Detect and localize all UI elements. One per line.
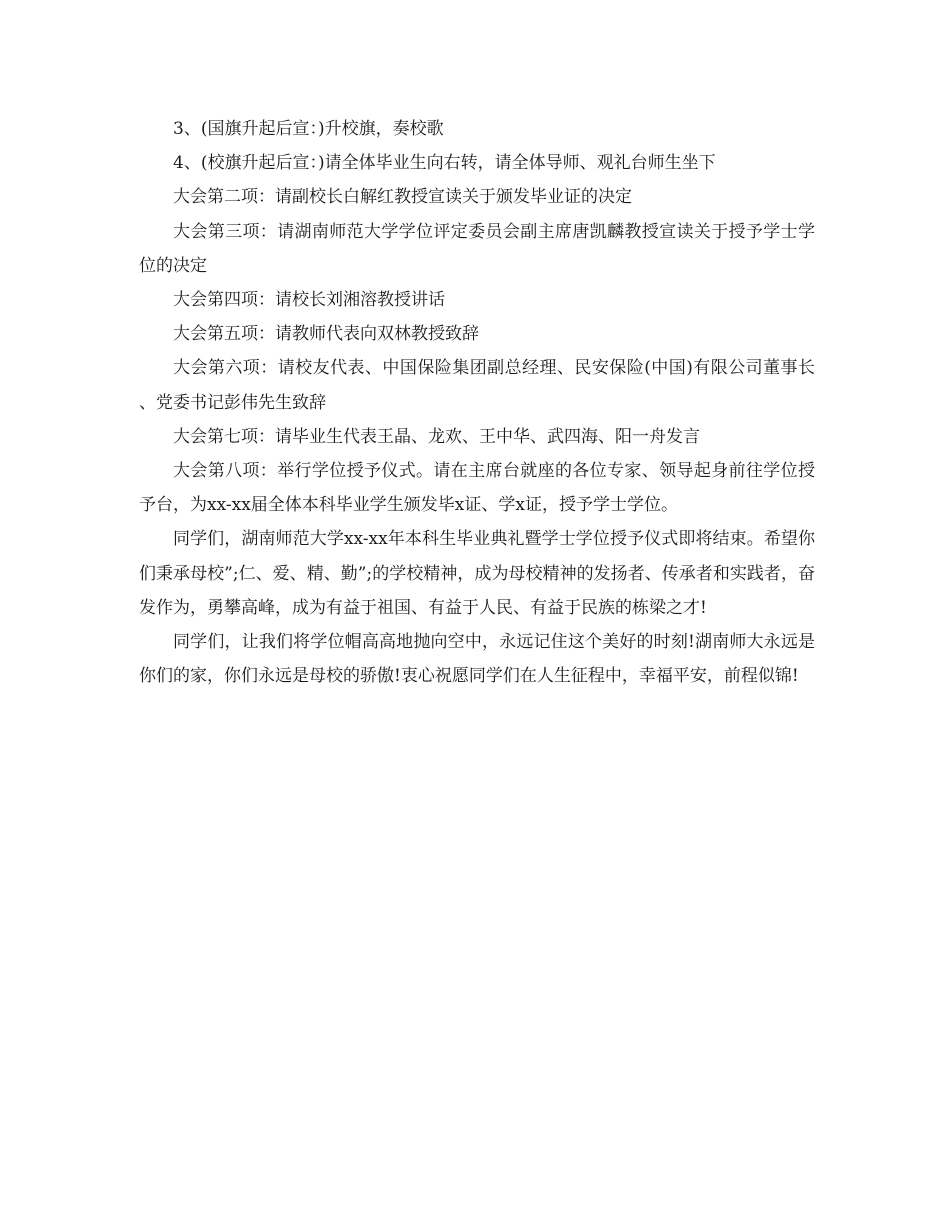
paragraph-1: 3、(国旗升起后宣：)升校旗，奏校歌 bbox=[173, 119, 444, 139]
paragraph-10: 同学们，湖南师范大学xx-xx年本科生毕业典礼暨学士学位授予仪式即将结束。希望你们秉承母校”;仁、爱、精、勤”;的学校精神，成为母校精神的发扬者、传承者和实践者，奋发作为，勇攀高峰，成为有益于祖国、有益于人民、有益于民族的栋梁之才! bbox=[139, 529, 815, 618]
paragraph-11: 同学们，让我们将学位帽高高地抛向空中，永远记住这个美好的时刻!湖南师大永远是你们的家，你们永远是母校的骄傲!衷心祝愿同学们在人生征程中，幸福平安，前程似锦! bbox=[139, 632, 815, 687]
paragraph-7: 大会第六项：请校友代表、中国保险集团副总经理、民安保险(中国)有限公司董事长、党委书记彭伟先生致辞 bbox=[139, 358, 815, 413]
paragraph-3: 大会第二项：请副校长白解红教授宣读关于颁发毕业证的决定 bbox=[173, 187, 632, 208]
paragraph-6: 大会第五项：请教师代表向双林教授致辞 bbox=[173, 324, 479, 345]
paragraph-2: 4、(校旗升起后宣：)请全体毕业生向右转，请全体导师、观礼台师生坐下 bbox=[173, 153, 716, 174]
paragraph-5: 大会第四项：请校长刘湘溶教授讲话 bbox=[173, 290, 445, 311]
document-body bbox=[139, 112, 815, 693]
paragraph-4: 大会第三项：请湖南师范大学学位评定委员会副主席唐凯麟教授宣读关于授予学士学位的决定 bbox=[139, 221, 815, 276]
paragraph-9: 大会第八项：举行学位授予仪式。请在主席台就座的各位专家、领导起身前往学位授予台，为xx-xx届全体本科毕业学生颁发毕x证、学x证，授予学士学位。 bbox=[139, 461, 815, 516]
paragraph-8: 大会第七项：请毕业生代表王晶、龙欢、王中华、武四海、阳一舟发言 bbox=[173, 426, 700, 447]
